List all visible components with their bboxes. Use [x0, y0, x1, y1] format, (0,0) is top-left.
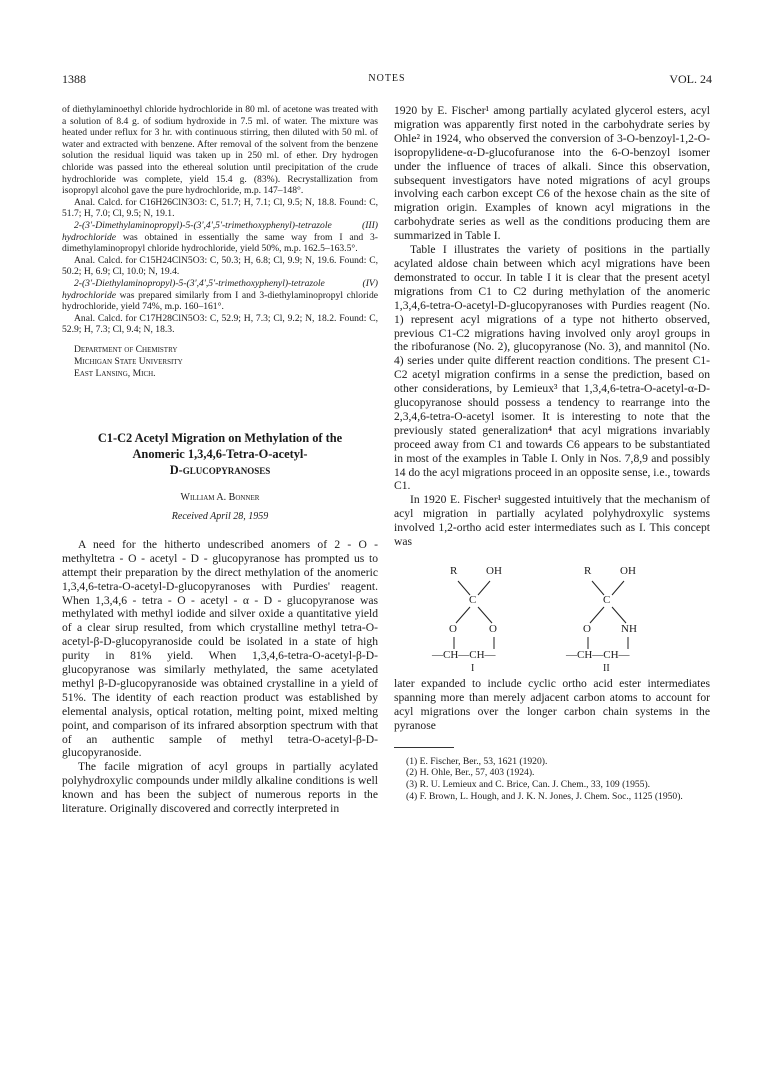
left-column [62, 104, 378, 816]
structure-1-label: I [471, 663, 475, 674]
body-paragraph-6: later expanded to include cyclic ortho acid ester intermediates spanning more than merely adjacent carbon atoms to account for acyl migrations over the longer carbon chain systems in the pyranose [394, 677, 710, 732]
structure-1-o1: O [449, 623, 457, 635]
analysis-1: Anal. Calcd. for C16H26ClN3O3: C, 51.7; H, 7.1; Cl, 9.5; N, 18.8. Found: C, 51.7; H, 7.0; Cl, 9.5; N, 19.1. [62, 196, 378, 220]
section-name: NOTES [368, 73, 406, 84]
footnotes [394, 756, 710, 803]
title-line-2: Anomeric 1,3,4,6-Tetra-O-acetyl- [132, 446, 308, 461]
compound-4-text: was prepared similarly from I and 3-diethylaminopropyl chloride hydrochloride, yield 74%, m.p. 160–161°. [62, 289, 378, 313]
body-paragraph-3: 1920 by E. Fischer¹ among partially acylated glycerol esters, acyl migration was apparently first noted in the carbohydrate series by Ohle² in 1924, who observed the conversion of 3-O-benzoyl-1,2-O-isopropylidene-α-D-glucofuranose into the 6-O-benzoyl isomer under the influence of traces of alkali. Since this observation, subsequent investigators have noted migrations of acyl groups involving each carbon except C6 of the hexose chain as the site of migration origin. Examples of known acyl migrations in the carbohydrate series as well as the conditions producing them are summarized in Table I. [394, 104, 710, 243]
affiliation-line-3: East Lansing, Mich. [74, 367, 156, 379]
structure-1-c: C [469, 594, 477, 606]
affiliation-line-1: Department of Chemistry [74, 343, 178, 355]
structure-1-oh: OH [486, 565, 502, 577]
structure-2-nh: NH [621, 623, 637, 635]
article-title [62, 430, 378, 478]
analysis-3: Anal. Calcd. for C17H28ClN5O3: C, 52.9; H, 7.3; Cl, 9.2; N, 18.2. Found: C, 52.9; H, 7.3; Cl, 9.4; N, 18.3. [62, 312, 378, 336]
structure-1-chain: —CH—CH— [432, 649, 496, 661]
body-paragraph-2: The facile migration of acyl groups in partially acylated polyhydroxylic compounds under mildly alkaline conditions is well known and has been the subject of numerous reports in the literature. Originally discovered and correctly interpreted in [62, 760, 378, 816]
experimental-text: of diethylaminoethyl chloride hydrochloride in 80 ml. of acetone was treated with a solution of 8.4 g. of sodium hydroxide in 7.5 ml. of water. The mixture was heated under reflux for 3 hr. with continuous stirring, then diluted with 50 ml. of water and extracted with benzene. After removal of the solvent from the benzene solution the residual liquid was taken up in 250 ml. of ether. Dry hydrogen chloride was passed into the ethereal solution until precipitation of the crude hydrochloride was complete, yield 15.4 g. (83%). Recrystallization from isopropyl alcohol gave the pure hydrochloride, m.p. 147–148°. [62, 104, 378, 197]
received-date: Received April 28, 1959 [171, 510, 269, 522]
structure-2-label: II [603, 663, 610, 674]
footnote-2: (2) H. Ohle, Ber., 57, 403 (1924). [406, 767, 535, 779]
author-name: William A. Bonner [180, 491, 260, 503]
structure-2-chain: —CH—CH— [566, 649, 630, 661]
title-line-1: C1-C2 Acetyl Migration on Methylation of the [97, 430, 343, 445]
compound-3-text: was obtained in essentially the same way from I and 3-dimethylaminopropyl chloride hydrochloride, yield 50%, m.p. 162.5–163.5°. [62, 231, 378, 255]
structure-2-c: C [603, 594, 611, 606]
page-number: 1388 [62, 72, 86, 86]
structure-2-r: R [584, 565, 592, 577]
body-paragraph-4: Table I illustrates the variety of positions in the partially acylated aldose chain between which acyl migrations have been demonstrated to occur. In table I it is clear that the present acetyl migrations from C1 to C2 during methylation of the anomeric 1,3,4,6-tetra-O-acetyl-D-glucopyranoses with Purdies reagent (No. 1) represent acyl migrations of a type not hitherto observed, previous C1-C2 migrations having involved only aroyl groups in the ribofuranose (No. 2), glucopyranose (No. 3), and mannitol (No. 4) series under quite different reaction conditions. The present C1-C2 acetyl migration confirms in a sense the prediction, based on other considerations, by Lemieux³ that 1,3,4,6-tetra-O-acetyl-α-D-glucopyranose should possess a tendency to rearrange into the 2,3,4,6-tetra-O-acetyl isomer. It is interesting to note that the previously stated generalization⁴ that acyl migrations invariably proceed away from C1 and towards C6 appears to be substantiated in most of the examples in Table I. Only in Nos. 7,8,9 and possibly 14 do the acyl migrations proceed in an opposite sense, i.e., towards C1. [394, 243, 710, 493]
body-paragraph-5: In 1920 E. Fischer¹ suggested intuitively that the mechanism of acyl migration in partially acylated polyhydroxylic systems involved 1,2-ortho acid ester intermediates such as I. This concept was [394, 493, 710, 549]
ortho-ester-structures [394, 563, 710, 674]
footnote-4: (4) F. Brown, L. Hough, and J. K. N. Jones, J. Chem. Soc., 1125 (1950). [406, 791, 683, 803]
affiliation-line-2: Michigan State University [74, 355, 183, 367]
compound-4-name: 2-(3'-Diethylaminopropyl)-5-(3',4',5'-trimethoxyphenyl)-tetrazole (IV) hydrochloride [62, 277, 378, 301]
structure-2-o1: O [583, 623, 591, 635]
page-header [62, 72, 712, 88]
footnote-1: (1) E. Fischer, Ber., 53, 1621 (1920). [406, 755, 548, 767]
footnote-3: (3) R. U. Lemieux and C. Brice, Can. J. Chem., 33, 109 (1955). [406, 779, 651, 791]
right-column [394, 104, 710, 803]
analysis-2: Anal. Calcd. for C15H24ClN5O3: C, 50.3; H, 6.8; Cl, 9.9; N, 19.6. Found: C, 50.2; H, 6.9; Cl, 10.0; N, 19.4. [62, 254, 378, 278]
compound-3-name: 2-(3'-Dimethylaminopropyl)-5-(3',4',5'-trimethoxyphenyl)-tetrazole (III) hydrochloride [62, 219, 378, 243]
compound-4-paragraph [62, 278, 378, 313]
footnote-rule [394, 747, 454, 748]
volume-label: VOL. 24 [669, 72, 712, 86]
compound-3-paragraph [62, 220, 378, 255]
affiliation [74, 344, 378, 380]
structure-1-o2: O [489, 623, 497, 635]
title-line-3: D-glucopyranoses [169, 462, 271, 477]
structure-2-oh: OH [620, 565, 636, 577]
body-paragraph-1: A need for the hitherto undescribed anomers of 2 - O - methyltetra - O - acetyl - D - glucopyranose has prompted us to attempt their preparation by the direct methylation of the anomeric 1,3,4,6-tetra-O-acetyl-D-glucopyranoses with Purdies' reagent. When 1,3,4,6 - tetra - O - acetyl - α - D - glucopyranose was methylated with methyl iodide and silver oxide a quantitative yield of a clear sirup resulted, from which crystalline methyl tetra-O-acetyl-β-D-glucopyranoside could be isolated in a state of high purity in 81% yield. When 1,3,4,6-tetra-O-acetyl-β-D-glucopyranose was similarly methylated, the same acetylated methyl β-D-glucopyranoside was obtained crystalline in a yield of 51%. The identity of each reaction product was established by elemental analysis, optical rotation, melting point, mixed melting point, and comparison of its infrared absorption spectrum with that of an authentic sample of methyl tetra-O-acetyl-β-D-glucopyranoside. [62, 537, 378, 760]
structure-1-r: R [450, 565, 458, 577]
